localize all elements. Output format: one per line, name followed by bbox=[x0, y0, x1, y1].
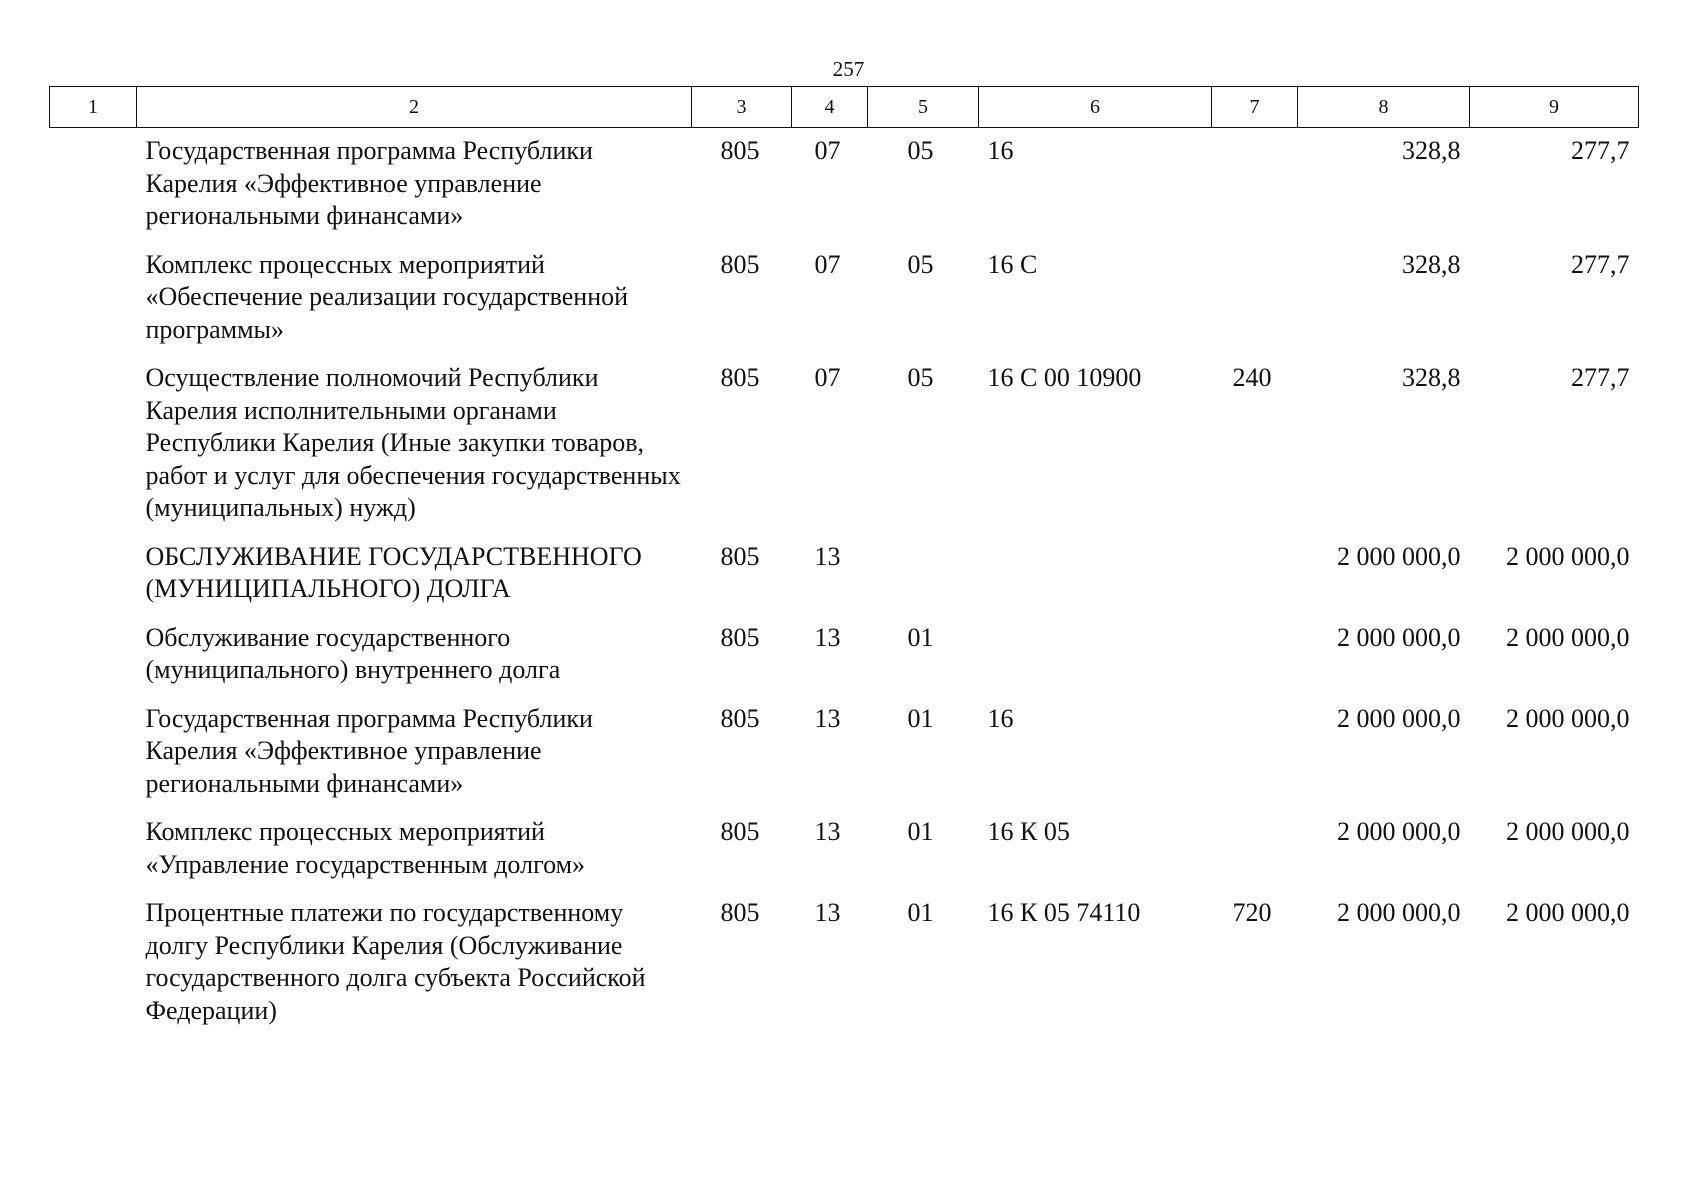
cell-name: Процентные платежи по государственному долгу Республики Карелия (Обслуживание государственного долга субъекта Российской Федерации) bbox=[145, 898, 646, 1025]
cell-col-7 bbox=[1212, 703, 1298, 817]
header-col-4: 4 bbox=[792, 87, 868, 128]
cell-col-6: 16 С bbox=[987, 249, 1038, 279]
cell-col-5: 05 bbox=[907, 363, 934, 392]
table-row bbox=[50, 541, 1639, 622]
cell-col-6: 16 bbox=[987, 703, 1014, 733]
cell-col-8: 2 000 000,0 bbox=[1337, 703, 1461, 733]
cell-col-1 bbox=[50, 703, 137, 817]
cell-col-6: 16 К 05 bbox=[987, 817, 1070, 846]
cell-col-3: 805 bbox=[720, 363, 760, 392]
cell-col-4: 13 bbox=[814, 622, 841, 652]
cell-col-5: 01 bbox=[907, 622, 934, 652]
cell-col-8: 2 000 000,0 bbox=[1337, 817, 1461, 846]
cell-col-9: 277,7 bbox=[1571, 363, 1630, 392]
cell-name: Комплекс процессных мероприятий «Обеспечение реализации государственной программы» bbox=[145, 249, 629, 344]
header-col-2: 2 bbox=[137, 87, 692, 128]
cell-col-7 bbox=[1212, 541, 1298, 622]
header-col-1: 1 bbox=[50, 87, 137, 128]
cell-col-8: 2 000 000,0 bbox=[1337, 541, 1461, 571]
cell-col-3: 805 bbox=[720, 136, 760, 165]
header-col-5: 5 bbox=[868, 87, 979, 128]
header-col-7: 7 bbox=[1212, 87, 1298, 128]
table-row bbox=[50, 897, 1639, 1043]
cell-col-3: 805 bbox=[720, 622, 760, 652]
cell-name: Обслуживание государственного (муниципального) внутреннего долга bbox=[145, 622, 561, 684]
cell-col-8: 328,8 bbox=[1402, 136, 1461, 165]
cell-col-1 bbox=[50, 249, 137, 363]
cell-name: Государственная программа Республики Карелия «Эффективное управление региональными финансами» bbox=[145, 703, 593, 798]
cell-col-9: 277,7 bbox=[1571, 249, 1630, 279]
cell-col-7 bbox=[1212, 128, 1298, 249]
cell-col-1 bbox=[50, 128, 137, 249]
cell-col-7 bbox=[1212, 816, 1298, 897]
cell-col-7: 240 bbox=[1232, 363, 1272, 392]
cell-col-6: 16 К 05 74110 bbox=[987, 898, 1141, 927]
cell-col-8: 2 000 000,0 bbox=[1337, 898, 1461, 927]
cell-col-3: 805 bbox=[720, 249, 760, 279]
cell-col-6: 16 С 00 10900 bbox=[987, 363, 1142, 392]
cell-name: Государственная программа Республики Карелия «Эффективное управление региональными финансами» bbox=[145, 136, 593, 230]
table-row bbox=[50, 703, 1639, 817]
cell-col-3: 805 bbox=[720, 703, 760, 733]
cell-col-9: 277,7 bbox=[1571, 136, 1630, 165]
cell-col-5: 01 bbox=[907, 703, 934, 733]
cell-col-5: 01 bbox=[907, 817, 934, 846]
cell-col-6: 16 bbox=[987, 136, 1014, 165]
budget-table bbox=[49, 86, 1639, 1043]
table-row bbox=[50, 128, 1639, 249]
table-row bbox=[50, 249, 1639, 363]
cell-col-1 bbox=[50, 622, 137, 703]
table-row bbox=[50, 816, 1639, 897]
cell-col-6 bbox=[979, 541, 1212, 622]
page-number: 257 bbox=[832, 57, 865, 81]
cell-col-3: 805 bbox=[720, 541, 760, 571]
cell-col-9: 2 000 000,0 bbox=[1506, 898, 1630, 927]
cell-col-1 bbox=[50, 897, 137, 1043]
cell-col-5: 05 bbox=[907, 249, 934, 279]
cell-col-9: 2 000 000,0 bbox=[1506, 817, 1630, 846]
header-col-6: 6 bbox=[979, 87, 1212, 128]
cell-col-4: 13 bbox=[814, 541, 841, 571]
cell-col-1 bbox=[50, 541, 137, 622]
cell-col-7 bbox=[1212, 622, 1298, 703]
cell-col-9: 2 000 000,0 bbox=[1506, 622, 1630, 652]
cell-col-8: 328,8 bbox=[1402, 363, 1461, 392]
cell-col-5 bbox=[868, 541, 979, 622]
table-row bbox=[50, 362, 1639, 541]
table-body bbox=[50, 128, 1639, 1044]
cell-col-4: 13 bbox=[814, 703, 841, 733]
cell-col-7: 720 bbox=[1232, 898, 1272, 927]
cell-name: Комплекс процессных мероприятий «Управление государственным долгом» bbox=[145, 817, 586, 879]
cell-col-5: 05 bbox=[907, 136, 934, 165]
cell-col-3: 805 bbox=[720, 817, 760, 846]
table-header-row bbox=[50, 87, 1639, 128]
table-row bbox=[50, 622, 1639, 703]
cell-col-8: 328,8 bbox=[1402, 249, 1461, 279]
cell-col-4: 13 bbox=[814, 817, 841, 846]
header-col-3: 3 bbox=[692, 87, 792, 128]
cell-name: ОБСЛУЖИВАНИЕ ГОСУДАРСТВЕННОГО (МУНИЦИПАЛЬНОГО) ДОЛГА bbox=[145, 541, 642, 603]
cell-col-3: 805 bbox=[720, 898, 760, 927]
cell-col-5: 01 bbox=[907, 898, 934, 927]
cell-col-7 bbox=[1212, 249, 1298, 363]
cell-name: Осуществление полномочий Республики Карелия исполнительными органами Республики Карелия (Иные закупки товаров, работ и услуг для обеспечения государственных (муниципальных) нужд) bbox=[145, 363, 681, 522]
cell-col-4: 07 bbox=[814, 136, 841, 165]
cell-col-4: 07 bbox=[814, 363, 841, 392]
header-col-9: 9 bbox=[1470, 87, 1639, 128]
cell-col-1 bbox=[50, 362, 137, 541]
cell-col-1 bbox=[50, 816, 137, 897]
cell-col-4: 07 bbox=[814, 249, 841, 279]
cell-col-6 bbox=[979, 622, 1212, 703]
header-col-8: 8 bbox=[1298, 87, 1470, 128]
cell-col-8: 2 000 000,0 bbox=[1337, 622, 1461, 652]
cell-col-4: 13 bbox=[814, 898, 841, 927]
cell-col-9: 2 000 000,0 bbox=[1506, 703, 1630, 733]
cell-col-9: 2 000 000,0 bbox=[1506, 541, 1630, 571]
